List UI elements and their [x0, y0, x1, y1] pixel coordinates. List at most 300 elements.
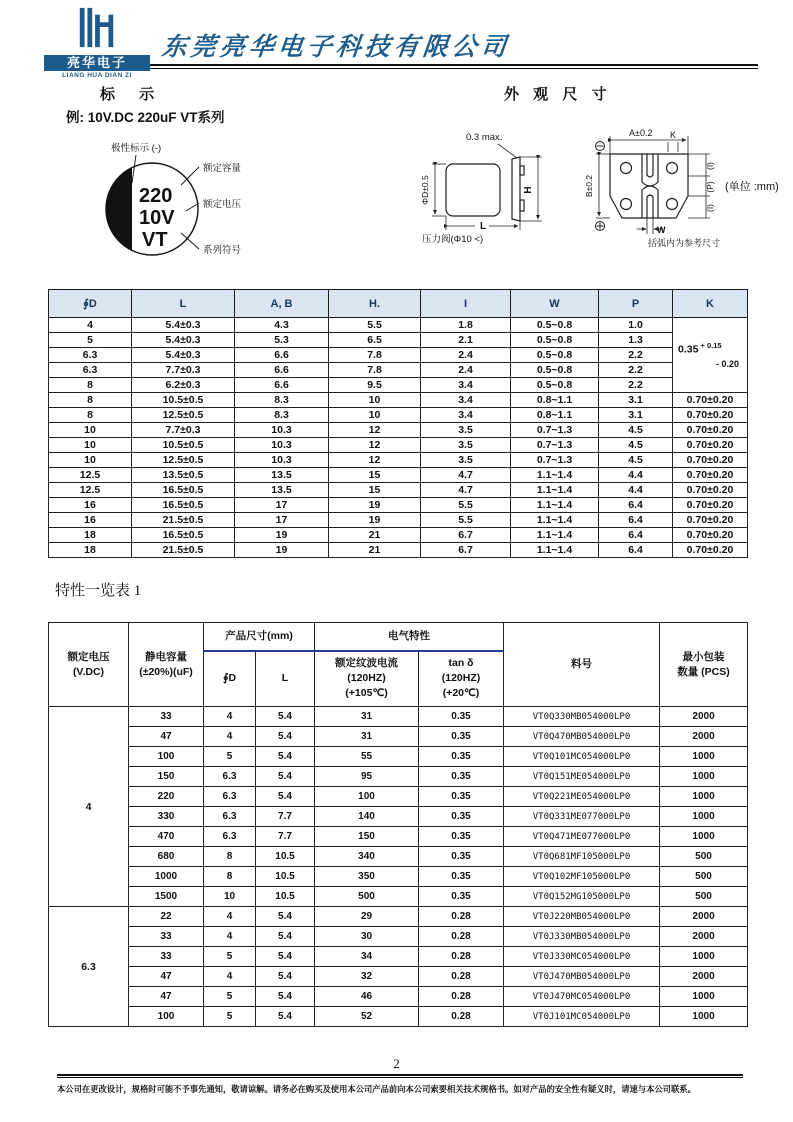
table-row: [49, 348, 748, 363]
column-header: 料号: [504, 623, 660, 707]
part-number-cell: VT0Q471ME077000LP0: [504, 827, 660, 847]
table-cell: 1000: [660, 827, 748, 847]
table-cell: 2000: [660, 727, 748, 747]
table-cell: 680: [129, 847, 204, 867]
table-cell: 47: [129, 967, 204, 987]
table-cell: 2000: [660, 967, 748, 987]
table-cell: 10: [49, 423, 132, 438]
table-cell: 7.7±0.3: [132, 363, 235, 378]
table-cell: 2.2: [599, 348, 673, 363]
table-row: [49, 513, 748, 528]
logo-name: 亮华电子: [44, 55, 150, 71]
table-cell: 30: [315, 927, 419, 947]
table-cell: 5.4±0.3: [132, 333, 235, 348]
table-cell: 16.5±0.5: [132, 498, 235, 513]
dim-03max-label: 0.3 max.: [466, 132, 503, 143]
table-cell: 10.3: [235, 453, 329, 468]
column-header: ∮D: [204, 651, 256, 707]
table-cell: 33: [129, 927, 204, 947]
table-cell: 100: [129, 747, 204, 767]
part-number-cell: VT0Q331ME077000LP0: [504, 807, 660, 827]
table-cell: 6.6: [235, 363, 329, 378]
table-cell: 0.70±0.20: [673, 513, 748, 528]
table-row: [49, 927, 748, 947]
char-table-title: 特性一览表 1: [55, 583, 142, 599]
table-cell: 470: [129, 827, 204, 847]
table-cell: 0.70±0.20: [673, 423, 748, 438]
table-cell: 350: [315, 867, 419, 887]
header-line: (120HZ): [441, 672, 481, 685]
table-cell: 0.7~1.3: [511, 438, 599, 453]
table-cell: 12.5: [49, 483, 132, 498]
part-number-cell: VT0Q221ME054000LP0: [504, 787, 660, 807]
table-cell: 0.8~1.1: [511, 408, 599, 423]
table-cell: 10.5: [256, 847, 315, 867]
table-cell: 0.7~1.3: [511, 423, 599, 438]
company-name: 东莞亮华电子科技有限公司: [160, 33, 512, 61]
table-cell: 15: [329, 468, 421, 483]
dim-k-label: K: [670, 130, 677, 140]
plus-terminal-icon: [596, 222, 605, 231]
table-cell: 19: [329, 513, 421, 528]
column-header: A, B: [235, 290, 329, 318]
table-cell: 5: [204, 987, 256, 1007]
header-line: 额定电压: [67, 650, 110, 663]
header-line: 额定纹波电流: [335, 657, 399, 670]
table-cell: 12: [329, 423, 421, 438]
dim-w-label: W: [657, 225, 666, 235]
table-cell: 3.5: [421, 423, 511, 438]
part-number-cell: VT0Q330MB054000LP0: [504, 707, 660, 727]
table-cell: 1000: [660, 987, 748, 1007]
dim-h-label: H: [523, 186, 534, 194]
table-cell: 4.5: [599, 423, 673, 438]
table-row: [49, 393, 748, 408]
table-cell: 3.4: [421, 393, 511, 408]
table-cell: 4.4: [599, 483, 673, 498]
table-cell: 17: [235, 513, 329, 528]
table-cell: 6.4: [599, 543, 673, 558]
table-cell: 6.7: [421, 528, 511, 543]
header-line: 最小包装: [682, 650, 725, 663]
side-view: [446, 157, 524, 221]
part-number-cell: VT0J470MC054000LP0: [504, 987, 660, 1007]
table-cell: 1.1~1.4: [511, 543, 599, 558]
table-cell: 0.70±0.20: [673, 543, 748, 558]
table-header-row: [49, 290, 748, 318]
table-cell: 0.28: [419, 927, 504, 947]
part-number-cell: VT0Q102MF105000LP0: [504, 867, 660, 887]
table-cell: 2.4: [421, 348, 511, 363]
header-line: (+105℃): [345, 687, 388, 700]
table-row: [49, 408, 748, 423]
table-cell: 5.4: [256, 727, 315, 747]
table-cell: 5.5: [421, 513, 511, 528]
dim-i-top-label: (I): [705, 161, 715, 171]
table-cell: 21: [329, 528, 421, 543]
marking-example: 例: 10V.DC 220uF VT系列: [66, 110, 225, 125]
table-cell: 4: [204, 907, 256, 927]
table-cell: 7.8: [329, 363, 421, 378]
table-row: [49, 468, 748, 483]
table-row: [49, 847, 748, 867]
table-cell: 1.1~1.4: [511, 513, 599, 528]
table-cell: 33: [129, 707, 204, 727]
table-cell: 6.6: [235, 348, 329, 363]
table-cell: 5.4: [256, 1007, 315, 1027]
table-cell: 3.5: [421, 438, 511, 453]
table-cell: 6.6: [235, 378, 329, 393]
table-cell: 0.5~0.8: [511, 348, 599, 363]
table-cell: 4.5: [599, 438, 673, 453]
table-row: [49, 333, 748, 348]
table-cell: 6.2±0.3: [132, 378, 235, 393]
pressure-valve-label: 压力阀(Φ10 <): [422, 234, 484, 245]
table-cell: 1000: [660, 787, 748, 807]
part-number-cell: VT0J101MC054000LP0: [504, 1007, 660, 1027]
voltage-group-cell: 4: [49, 707, 129, 907]
table-cell: 5.4: [256, 907, 315, 927]
column-header: K: [673, 290, 748, 318]
table-cell: 8: [49, 378, 132, 393]
table-cell: 0.35 $^{+ 0.15}$ - 0.20: [673, 318, 748, 393]
dim-w-side-label: (I): [705, 203, 715, 213]
table-cell: 6.4: [599, 528, 673, 543]
table-cell: 5: [49, 333, 132, 348]
table-cell: 12: [329, 453, 421, 468]
table-cell: 100: [315, 787, 419, 807]
table-cell: 100: [129, 1007, 204, 1027]
table-cell: 12.5: [49, 468, 132, 483]
table-cell: 1.3: [599, 333, 673, 348]
table-cell: 10: [49, 438, 132, 453]
table-cell: 10.5±0.5: [132, 438, 235, 453]
table-cell: 150: [129, 767, 204, 787]
table-cell: 500: [660, 867, 748, 887]
table-cell: 0.35: [419, 827, 504, 847]
table-cell: 500: [660, 887, 748, 907]
footer-disclaimer: 本公司在更改设计，规格时可能不予事先通知，敬请谅解。请务必在购买及使用本公司产品前向本公司索要相关技术规格书。如对产品的安全性有疑义时，请速与本公司联系。: [57, 1085, 696, 1094]
polarity-label: 极性标示 (-): [111, 143, 162, 154]
table-cell: 7.8: [329, 348, 421, 363]
table-cell: 1500: [129, 887, 204, 907]
table-cell: 0.28: [419, 907, 504, 927]
header-line: tan δ: [448, 657, 474, 670]
column-header: L: [132, 290, 235, 318]
part-number-cell: VT0J220MB054000LP0: [504, 907, 660, 927]
dim-l-label: L: [480, 221, 487, 232]
table-cell: 1.1~1.4: [511, 468, 599, 483]
table-cell: 0.5~0.8: [511, 363, 599, 378]
table-cell: 0.35: [419, 727, 504, 747]
table-cell: 4.3: [235, 318, 329, 333]
table-cell: 0.35: [419, 747, 504, 767]
part-number-cell: VT0J470MB054000LP0: [504, 967, 660, 987]
table-row: [49, 767, 748, 787]
table-cell: 29: [315, 907, 419, 927]
table-cell: 10: [49, 453, 132, 468]
table-cell: 10.3: [235, 438, 329, 453]
table-cell: 0.70±0.20: [673, 498, 748, 513]
column-header: [315, 651, 419, 707]
dim-table-body: [49, 318, 748, 558]
table-cell: 21.5±0.5: [132, 513, 235, 528]
table-row: [49, 423, 748, 438]
table-cell: 47: [129, 987, 204, 1007]
table-cell: 6.3: [204, 767, 256, 787]
dimension-table: [48, 289, 748, 558]
table-cell: 8.3: [235, 408, 329, 423]
header-line: (±20%)(uF): [139, 665, 193, 678]
table-cell: 4: [204, 967, 256, 987]
table-cell: 46: [315, 987, 419, 1007]
table-cell: 10.3: [235, 423, 329, 438]
table-cell: 7.7±0.3: [132, 423, 235, 438]
table-cell: 6.3: [204, 787, 256, 807]
table-row: [49, 967, 748, 987]
characteristics-table: [48, 622, 748, 1027]
table-cell: 0.70±0.20: [673, 408, 748, 423]
table-cell: 5.4: [256, 767, 315, 787]
table-cell: 17: [235, 498, 329, 513]
column-header: 电气特性: [315, 623, 504, 651]
table-cell: 0.35: [419, 767, 504, 787]
table-row: [49, 378, 748, 393]
table-cell: 1000: [660, 747, 748, 767]
table-cell: 16.5±0.5: [132, 483, 235, 498]
table-cell: 12.5±0.5: [132, 453, 235, 468]
table-cell: 10: [204, 887, 256, 907]
table-cell: 5.4±0.3: [132, 318, 235, 333]
table-cell: 13.5: [235, 468, 329, 483]
table-row: [49, 987, 748, 1007]
table-cell: 12: [329, 438, 421, 453]
table-cell: 0.35: [419, 707, 504, 727]
header-line: (V.DC): [72, 665, 105, 678]
column-header: [129, 623, 204, 707]
table-cell: 8: [204, 867, 256, 887]
cap-marking-series: VT: [142, 229, 168, 251]
table-cell: 21: [329, 543, 421, 558]
table-cell: 55: [315, 747, 419, 767]
table-cell: 5.4: [256, 967, 315, 987]
table-cell: 2.2: [599, 378, 673, 393]
table-cell: 5: [204, 747, 256, 767]
table-row: [49, 907, 748, 927]
table-cell: 0.28: [419, 1007, 504, 1027]
table-row: [49, 867, 748, 887]
table-cell: 6.7: [421, 543, 511, 558]
table-cell: 19: [329, 498, 421, 513]
table-cell: 12.5±0.5: [132, 408, 235, 423]
table-cell: 340: [315, 847, 419, 867]
logo-subname: LIANG HUA DIAN ZI: [62, 72, 132, 79]
header-line: 数量 (PCS): [677, 665, 730, 678]
footer-rule: [57, 1074, 743, 1078]
table-cell: 19: [235, 543, 329, 558]
table-cell: 34: [315, 947, 419, 967]
table-cell: 31: [315, 727, 419, 747]
bottom-view: [610, 154, 688, 218]
table-row: [49, 528, 748, 543]
column-header: [49, 623, 129, 707]
company-logo: [44, 6, 150, 79]
table-cell: 5.4: [256, 787, 315, 807]
marking-diagram: [95, 136, 395, 276]
table-cell: 5: [204, 1007, 256, 1027]
header-line: (120HZ): [347, 672, 386, 685]
table-cell: 150: [315, 827, 419, 847]
table-cell: 8.3: [235, 393, 329, 408]
table-cell: 4: [204, 707, 256, 727]
column-header: [660, 623, 748, 707]
column-header: [419, 651, 504, 707]
table-cell: 3.1: [599, 408, 673, 423]
table-cell: 7.7: [256, 827, 315, 847]
table-cell: 4.5: [599, 453, 673, 468]
outline-drawing: [420, 124, 793, 256]
table-row: [49, 727, 748, 747]
column-header: L: [256, 651, 315, 707]
table-cell: 8: [204, 847, 256, 867]
table-cell: 5.4: [256, 747, 315, 767]
table-cell: 10.5: [256, 867, 315, 887]
appearance-section-title: 外 观 尺 寸: [504, 86, 612, 103]
table-cell: 10: [329, 408, 421, 423]
table-cell: 31: [315, 707, 419, 727]
table-row: [49, 318, 748, 333]
column-header: I: [421, 290, 511, 318]
table-cell: 18: [49, 528, 132, 543]
table-row: [49, 787, 748, 807]
table-row: [49, 1007, 748, 1027]
table-cell: 3.4: [421, 408, 511, 423]
table-cell: 5.5: [421, 498, 511, 513]
table-cell: 15: [329, 483, 421, 498]
table-cell: 13.5±0.5: [132, 468, 235, 483]
capacity-label: 额定容量: [203, 163, 242, 174]
table-cell: 33: [129, 947, 204, 967]
table-cell: 22: [129, 907, 204, 927]
reference-note: 括弧内为参考尺寸: [648, 238, 721, 248]
table-cell: 0.70±0.20: [673, 453, 748, 468]
table-cell: 6.3: [49, 363, 132, 378]
table-cell: 1.8: [421, 318, 511, 333]
part-number-cell: VT0J330MB054000LP0: [504, 927, 660, 947]
table-cell: 2000: [660, 707, 748, 727]
column-header: H.: [329, 290, 421, 318]
table-cell: 0.35: [419, 787, 504, 807]
table-cell: 0.35: [419, 887, 504, 907]
table-cell: 3.1: [599, 393, 673, 408]
table-cell: 1.0: [599, 318, 673, 333]
table-cell: 3.4: [421, 378, 511, 393]
table-cell: 16: [49, 498, 132, 513]
table-row: [49, 363, 748, 378]
table-row: [49, 498, 748, 513]
table-cell: 140: [315, 807, 419, 827]
table-cell: 500: [315, 887, 419, 907]
table-cell: 0.70±0.20: [673, 438, 748, 453]
table-cell: 16: [49, 513, 132, 528]
table-cell: 0.70±0.20: [673, 528, 748, 543]
table-cell: 3.5: [421, 453, 511, 468]
table-cell: 0.7~1.3: [511, 453, 599, 468]
table-cell: 0.35: [419, 847, 504, 867]
table-cell: 21.5±0.5: [132, 543, 235, 558]
table-cell: 6.3: [49, 348, 132, 363]
marking-section-title: 标 示: [100, 86, 165, 103]
dim-phid-label: ΦD±0.5: [420, 175, 430, 205]
table-row: [49, 483, 748, 498]
column-header: W: [511, 290, 599, 318]
part-number-cell: VT0Q152MG105000LP0: [504, 887, 660, 907]
column-header: 产品尺寸(mm): [204, 623, 315, 651]
dim-b-label: B±0.2: [584, 174, 594, 198]
table-cell: 0.70±0.20: [673, 483, 748, 498]
table-header-row: [49, 623, 748, 651]
table-cell: 1000: [660, 807, 748, 827]
table-cell: 6.3: [204, 827, 256, 847]
table-cell: 0.5~0.8: [511, 378, 599, 393]
table-cell: 5.3: [235, 333, 329, 348]
table-cell: 6.3: [204, 807, 256, 827]
table-cell: 0.35: [419, 867, 504, 887]
header-line: (+20℃): [442, 687, 480, 700]
table-cell: 4: [204, 927, 256, 947]
table-cell: 0.5~0.8: [511, 333, 599, 348]
header-line: 静电容量: [145, 650, 187, 663]
voltage-label: 额定电压: [203, 199, 242, 210]
table-cell: 8: [49, 408, 132, 423]
table-cell: 9.5: [329, 378, 421, 393]
table-cell: 0.28: [419, 947, 504, 967]
table-cell: 0.8~1.1: [511, 393, 599, 408]
part-number-cell: VT0Q470MB054000LP0: [504, 727, 660, 747]
table-cell: 4.4: [599, 468, 673, 483]
table-cell: 4.7: [421, 468, 511, 483]
table-cell: 0.70±0.20: [673, 468, 748, 483]
table-row: [49, 887, 748, 907]
table-cell: 0.35: [419, 807, 504, 827]
table-cell: 1000: [660, 767, 748, 787]
table-cell: 32: [315, 967, 419, 987]
logo-mark-icon: [68, 6, 126, 50]
table-cell: 5.4: [256, 707, 315, 727]
table-cell: 5.4: [256, 987, 315, 1007]
table-cell: 10.5: [256, 887, 315, 907]
table-cell: 7.7: [256, 807, 315, 827]
table-cell: 1000: [660, 947, 748, 967]
table-row: [49, 543, 748, 558]
table-cell: 330: [129, 807, 204, 827]
series-label: 系列符号: [203, 245, 242, 256]
table-cell: 18: [49, 543, 132, 558]
table-cell: 0.70±0.20: [673, 393, 748, 408]
table-cell: 13.5: [235, 483, 329, 498]
unit-label: (单位 :mm): [725, 181, 779, 193]
table-cell: 5.4: [256, 927, 315, 947]
table-cell: 52: [315, 1007, 419, 1027]
table-row: [49, 453, 748, 468]
table-cell: 0.28: [419, 967, 504, 987]
table-cell: 6.4: [599, 513, 673, 528]
polarity-mark: [106, 168, 132, 251]
page-number: 2: [393, 1056, 400, 1071]
table-cell: 19: [235, 528, 329, 543]
voltage-group-cell: 6.3: [49, 907, 129, 1027]
table-cell: 0.28: [419, 987, 504, 1007]
